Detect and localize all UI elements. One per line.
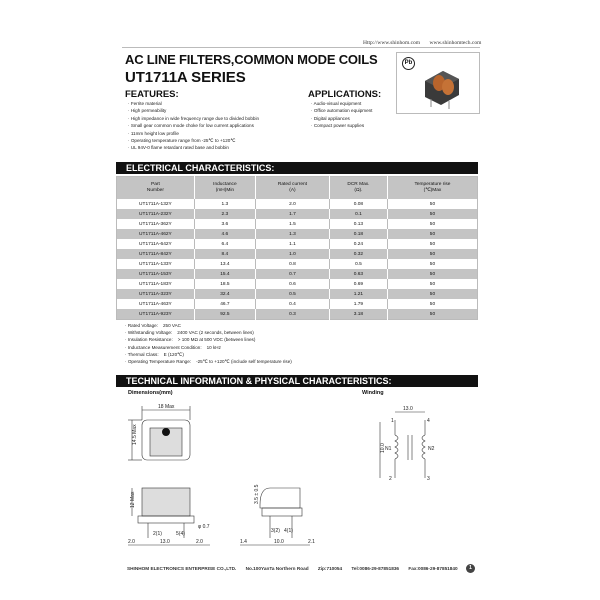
dcr: 3.18 bbox=[329, 309, 387, 320]
column-header: Temperature rise (℃)Max bbox=[387, 177, 477, 200]
table-row bbox=[117, 279, 478, 289]
note-item: · Thermal Class: E (120℃) bbox=[125, 351, 292, 358]
rated-current: 1.1 bbox=[255, 239, 329, 249]
list-item: · High impedance in wide frequency range due to divided bobbin bbox=[128, 115, 259, 122]
note-item: · Rated Voltage: 250 VAC bbox=[125, 322, 292, 329]
part-number: UT1711A-133Y bbox=[117, 259, 195, 269]
temp-rise: 50 bbox=[387, 229, 477, 239]
table-row bbox=[117, 239, 478, 249]
page-number: 1 bbox=[466, 564, 475, 573]
note-item: · Inductance Measurement Condition: 10 kHz bbox=[125, 344, 292, 351]
table-row bbox=[117, 269, 478, 279]
table-header-row bbox=[117, 177, 478, 200]
dimensions-label: Dimensions(mm) bbox=[128, 390, 173, 396]
svg-text:N2: N2 bbox=[428, 446, 435, 452]
part-number: UT1711A-153Y bbox=[117, 269, 195, 279]
dcr: 1.79 bbox=[329, 299, 387, 309]
table-row bbox=[117, 249, 478, 259]
dcr: 0.24 bbox=[329, 239, 387, 249]
table-row bbox=[117, 229, 478, 239]
table-row bbox=[117, 259, 478, 269]
part-number: UT1711A-183Y bbox=[117, 279, 195, 289]
applications-heading: APPLICATIONS: bbox=[308, 89, 382, 100]
electrical-table bbox=[116, 176, 478, 320]
dimension-drawing bbox=[120, 398, 250, 548]
svg-text:13.0: 13.0 bbox=[403, 406, 413, 412]
temp-rise: 50 bbox=[387, 249, 477, 259]
temp-rise: 50 bbox=[387, 209, 477, 219]
list-item: · Audio-visual equipment bbox=[311, 100, 372, 107]
document-title: AC LINE FILTERS,COMMON MODE COILS bbox=[125, 52, 378, 67]
rated-current: 1.7 bbox=[255, 209, 329, 219]
svg-text:3(2): 3(2) bbox=[271, 528, 280, 534]
temp-rise: 50 bbox=[387, 259, 477, 269]
dcr: 0.18 bbox=[329, 229, 387, 239]
svg-text:4(1): 4(1) bbox=[284, 528, 293, 534]
column-header: Rated current (A) bbox=[255, 177, 329, 200]
part-number: UT1711A-232Y bbox=[117, 209, 195, 219]
part-number: UT1711A-642Y bbox=[117, 239, 195, 249]
table-row bbox=[117, 209, 478, 219]
list-item: · UL 94V-0 flame retardant rated base and bobbin bbox=[128, 144, 259, 151]
coil-component-icon bbox=[397, 53, 479, 113]
temp-rise: 50 bbox=[387, 309, 477, 320]
website-urls bbox=[355, 40, 481, 46]
list-item: · Operating temperature range from -25℃ to +120℃ bbox=[128, 137, 259, 144]
inductance: 2.3 bbox=[194, 209, 255, 219]
svg-text:1: 1 bbox=[391, 418, 394, 424]
inductance: 3.6 bbox=[194, 219, 255, 229]
temp-rise: 50 bbox=[387, 269, 477, 279]
dcr: 0.32 bbox=[329, 249, 387, 259]
url-link[interactable]: www.shinhomtech.com bbox=[429, 40, 482, 46]
list-item: · Compact power supplies bbox=[311, 122, 372, 129]
electrical-heading: ELECTRICAL CHARACTERISTICS: bbox=[116, 162, 478, 174]
svg-text:12 Max: 12 Max bbox=[130, 491, 136, 508]
temp-rise: 50 bbox=[387, 289, 477, 299]
applications-list bbox=[311, 100, 372, 130]
temp-rise: 50 bbox=[387, 299, 477, 309]
inductance: 6.4 bbox=[194, 239, 255, 249]
table-row bbox=[117, 299, 478, 309]
dcr: 1.21 bbox=[329, 289, 387, 299]
header-rule bbox=[122, 47, 480, 48]
svg-text:14.5 Max: 14.5 Max bbox=[132, 424, 138, 445]
svg-text:18 Max: 18 Max bbox=[158, 404, 175, 410]
rated-current: 0.3 bbox=[255, 309, 329, 320]
winding-label: Winding bbox=[362, 390, 384, 396]
svg-text:3: 3 bbox=[427, 476, 430, 482]
svg-text:5(4): 5(4) bbox=[176, 531, 185, 537]
features-heading: FEATURES: bbox=[125, 89, 179, 100]
part-number: UT1711A-463Y bbox=[117, 299, 195, 309]
inductance: 1.3 bbox=[194, 199, 255, 209]
inductance: 15.4 bbox=[194, 269, 255, 279]
dcr: 0.5 bbox=[329, 259, 387, 269]
temp-rise: 50 bbox=[387, 219, 477, 229]
dcr: 0.69 bbox=[329, 279, 387, 289]
url-link[interactable]: Http://www.shinhom.com bbox=[363, 40, 421, 46]
rated-current: 1.3 bbox=[255, 229, 329, 239]
inductance: 8.4 bbox=[194, 249, 255, 259]
svg-text:φ 0.7: φ 0.7 bbox=[198, 524, 210, 530]
series-title: UT1711A SERIES bbox=[125, 69, 246, 86]
rated-current: 1.0 bbox=[255, 249, 329, 259]
list-item: · High permeability bbox=[128, 107, 259, 114]
part-number: UT1711A-923Y bbox=[117, 309, 195, 320]
svg-text:10.0: 10.0 bbox=[380, 443, 386, 453]
svg-text:4: 4 bbox=[427, 418, 430, 424]
svg-text:10.0: 10.0 bbox=[274, 539, 284, 545]
inductance: 32.4 bbox=[194, 289, 255, 299]
table-row bbox=[117, 289, 478, 299]
svg-text:13.0: 13.0 bbox=[160, 539, 170, 545]
electrical-notes bbox=[125, 322, 292, 365]
list-item: · Digital appliances bbox=[311, 115, 372, 122]
side-view-drawing bbox=[240, 480, 340, 550]
svg-text:2.0: 2.0 bbox=[128, 539, 135, 545]
rated-current: 0.5 bbox=[255, 289, 329, 299]
note-item: · Withstanding Voltage: 2400 VAC (2 seconds, between lines) bbox=[125, 329, 292, 336]
list-item: · 11mm height low profile bbox=[128, 130, 259, 137]
svg-text:2: 2 bbox=[389, 476, 392, 482]
column-header: Part Number bbox=[117, 177, 195, 200]
inductance: 18.5 bbox=[194, 279, 255, 289]
temp-rise: 50 bbox=[387, 279, 477, 289]
svg-text:2(1): 2(1) bbox=[153, 531, 162, 537]
rated-current: 0.8 bbox=[255, 259, 329, 269]
temp-rise: 50 bbox=[387, 199, 477, 209]
rated-current: 0.6 bbox=[255, 279, 329, 289]
dcr: 0.63 bbox=[329, 269, 387, 279]
winding-diagram bbox=[355, 400, 455, 485]
inductance: 46.7 bbox=[194, 299, 255, 309]
product-image bbox=[396, 52, 480, 114]
inductance: 13.4 bbox=[194, 259, 255, 269]
part-number: UT1711A-462Y bbox=[117, 229, 195, 239]
rated-current: 0.4 bbox=[255, 299, 329, 309]
part-number: UT1711A-132Y bbox=[117, 199, 195, 209]
table-row bbox=[117, 309, 478, 320]
temp-rise: 50 bbox=[387, 239, 477, 249]
part-number: UT1711A-323Y bbox=[117, 289, 195, 299]
features-list bbox=[128, 100, 259, 152]
dcr: 0.08 bbox=[329, 199, 387, 209]
list-item: · Ferrite material bbox=[128, 100, 259, 107]
pb-free-icon: Pb bbox=[402, 57, 415, 70]
technical-heading: TECHNICAL INFORMATION & PHYSICAL CHARACTERISTICS: bbox=[116, 375, 478, 387]
table-row bbox=[117, 219, 478, 229]
footer bbox=[127, 566, 466, 571]
svg-text:1.4: 1.4 bbox=[240, 539, 247, 545]
table-row bbox=[117, 199, 478, 209]
zip: Zip:710054 bbox=[317, 566, 343, 571]
note-item: · Operating Temperature Range: -25℃ to +120℃ (include self temperature rise) bbox=[125, 358, 292, 365]
inductance: 92.5 bbox=[194, 309, 255, 320]
address: No.100YanTa Northern Road bbox=[245, 566, 309, 571]
svg-text:2.0: 2.0 bbox=[196, 539, 203, 545]
company-name: SHINHOM ELECTRONICS ENTERPRISE CO.,LTD. bbox=[127, 566, 237, 571]
column-header: Inductance (mH)Min bbox=[194, 177, 255, 200]
part-number: UT1711A-362Y bbox=[117, 219, 195, 229]
rated-current: 0.7 bbox=[255, 269, 329, 279]
dcr: 0.13 bbox=[329, 219, 387, 229]
rated-current: 2.0 bbox=[255, 199, 329, 209]
rated-current: 1.5 bbox=[255, 219, 329, 229]
list-item: · Small gear common mode choke for low current applications bbox=[128, 122, 259, 129]
fax: Fax:0086-29-87851840 bbox=[408, 566, 458, 571]
note-item: · Insulation Resistance: > 100 MΩ at 500 VDC (between lines) bbox=[125, 336, 292, 343]
column-header: DCR Max. (Ω). bbox=[329, 177, 387, 200]
list-item: · Office automation equipment bbox=[311, 107, 372, 114]
tel: Tel:0086-29-87851836 bbox=[351, 566, 400, 571]
svg-text:3.5 ± 0.5: 3.5 ± 0.5 bbox=[254, 484, 260, 504]
svg-text:N1: N1 bbox=[385, 446, 392, 452]
svg-text:2.1: 2.1 bbox=[308, 539, 315, 545]
inductance: 4.6 bbox=[194, 229, 255, 239]
dcr: 0.1 bbox=[329, 209, 387, 219]
part-number: UT1711A-842Y bbox=[117, 249, 195, 259]
